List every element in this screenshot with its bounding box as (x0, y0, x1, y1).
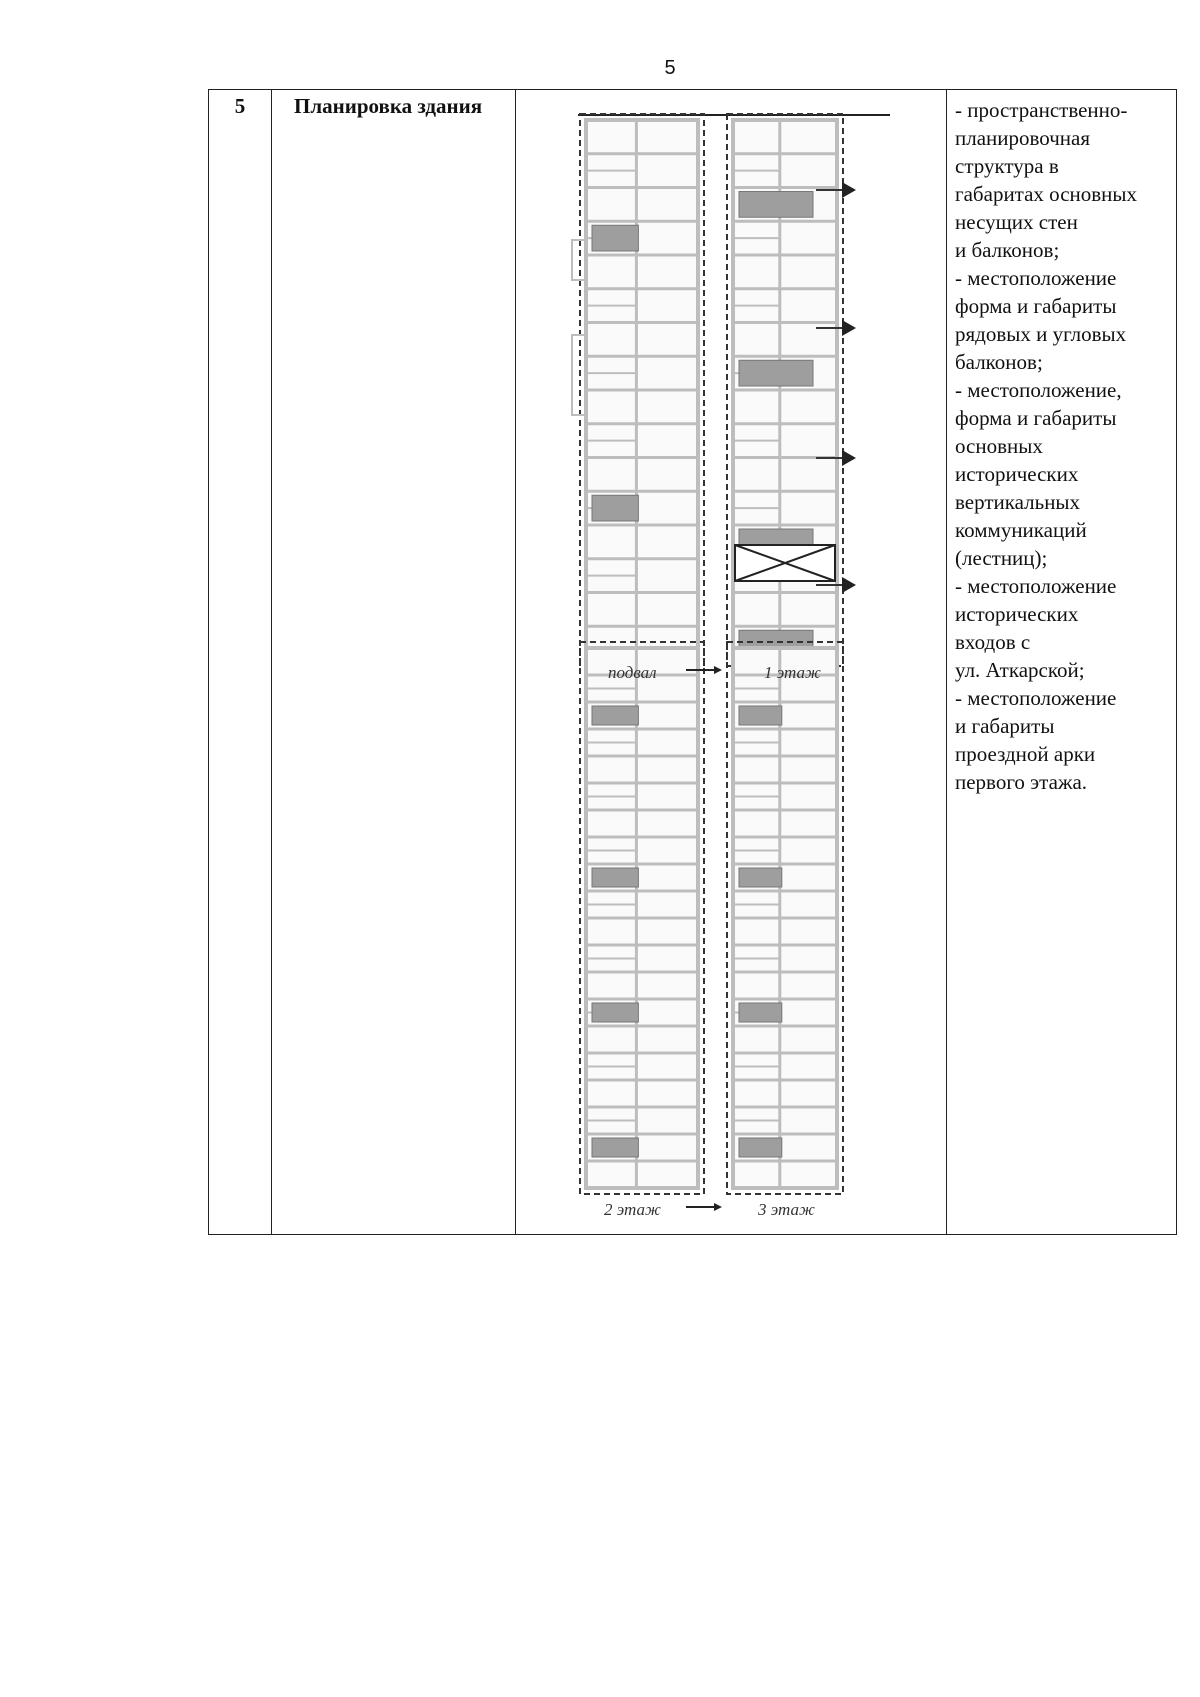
description-line: - местоположение (955, 686, 1117, 710)
description-line: коммуникаций (955, 518, 1087, 542)
floor-plan-cell (516, 90, 947, 1235)
staircase (739, 192, 813, 218)
row-title: Планировка здания (272, 90, 516, 1235)
description-line: входов с (955, 630, 1031, 654)
description-lines (955, 96, 1170, 796)
protected-features-list (947, 90, 1177, 1235)
floor-3-label: 3 этаж (758, 1200, 815, 1219)
description-line: исторических (955, 602, 1079, 626)
floor-plan-drawing (516, 90, 946, 1230)
description-line: - местоположение (955, 266, 1117, 290)
floor-1-plan (727, 114, 843, 666)
entrance-arrow-icon (842, 182, 856, 198)
description-line: - пространственно- (955, 98, 1128, 122)
description-line: ул. Аткарской; (955, 658, 1085, 682)
staircase (592, 225, 638, 251)
staircase (739, 868, 782, 887)
description-line: и балконов; (955, 238, 1060, 262)
floor-3-plan (727, 642, 843, 1194)
description-line: проездной арки (955, 742, 1096, 766)
staircase (739, 1138, 782, 1157)
row-number: 5 (209, 90, 272, 1235)
description-line: исторических (955, 462, 1079, 486)
description-line: планировочная (955, 126, 1091, 150)
basement-plan (572, 114, 704, 666)
basement-label: подвал (608, 663, 657, 682)
description-line: вертикальных (955, 490, 1081, 514)
staircase (592, 495, 638, 521)
floor-1-label: 1 этаж (764, 663, 821, 682)
page-number: 5 (664, 57, 676, 79)
staircase (739, 360, 813, 386)
description-line: рядовых и угловых (955, 322, 1127, 346)
table-row (209, 90, 1177, 1235)
description-line: основных (955, 434, 1043, 458)
description-line: структура в (955, 154, 1059, 178)
floor-2-label: 2 этаж (604, 1200, 661, 1219)
description-line: - местоположение (955, 574, 1117, 598)
staircase (592, 1138, 638, 1157)
heritage-table (208, 89, 1177, 1235)
description-line: габаритах основных (955, 182, 1138, 206)
description-line: и габариты (955, 714, 1055, 738)
staircase (592, 1003, 638, 1022)
staircase (592, 706, 638, 725)
transition-arrow-icon (714, 666, 722, 674)
description-line: (лестниц); (955, 546, 1048, 570)
description-line: форма и габариты (955, 406, 1117, 430)
description-line: первого этажа. (955, 770, 1088, 794)
staircase (739, 1003, 782, 1022)
description-line: балконов; (955, 350, 1043, 374)
transition-arrow-icon (714, 1203, 722, 1211)
floor-2-plan (580, 642, 704, 1194)
entrance-arrow-icon (842, 320, 856, 336)
entrance-arrow-icon (842, 450, 856, 466)
staircase (592, 868, 638, 887)
description-line: форма и габариты (955, 294, 1117, 318)
description-line: - местоположение, (955, 378, 1122, 402)
staircase (739, 706, 782, 725)
description-line: несущих стен (955, 210, 1078, 234)
entrance-arrow-icon (842, 577, 856, 593)
